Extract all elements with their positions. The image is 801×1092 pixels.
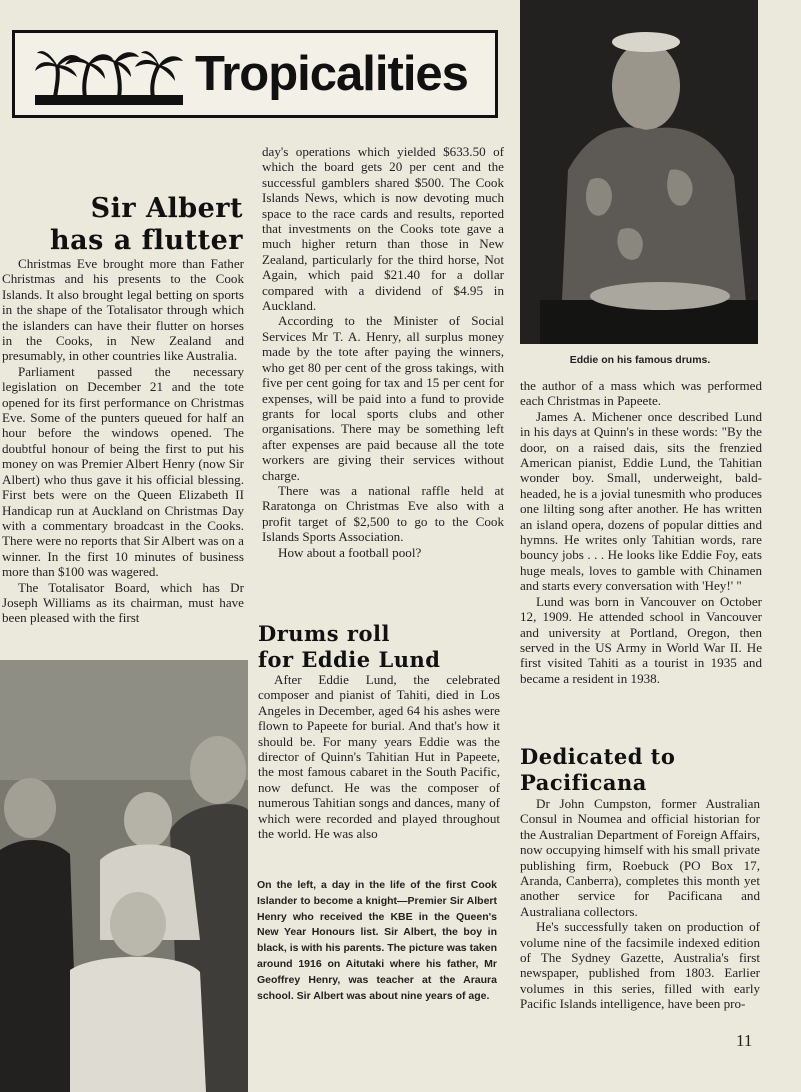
photo-henry-family (0, 660, 248, 1092)
headline-line: Drums roll (258, 621, 390, 646)
article1-column1 (2, 256, 244, 626)
article2-column3 (520, 378, 762, 686)
paragraph: day's operations which yielded $633.50 of which the board gets 20 per cent and the successful gamblers shared $500. The Cook Islands News, which is now devoting much space to the race cards and results, reported that investments on the Cooks tote gave a much higher return than those in New Zealand, particularly for the third horse, Not Again, which paid $21.40 for a dollar compared with a dividend of $4.95 in Auckland. (262, 144, 504, 314)
paragraph: James A. Michener once described Lund in his days at Quinn's in these words: "By the door, on a raised dais, sits the frenzied American pianist, Eddie Lund, the Tahitian wonder boy. Small, underweight, bald-headed, he is a jovial tunesmith who produces one lilting song after another. He has written an island opera, dozens of popular ditties and hymns. He writes only Tahitian words, rare bouncy jobs . . . He looks like Eddie Foy, eats huge meals, loves to gamble with Chinamen and starts every conversation with 'Hey!' " (520, 408, 762, 594)
article1-column2 (262, 144, 504, 560)
article2-column2 (258, 672, 500, 841)
section-title: Tropicalities (195, 47, 468, 101)
paragraph: Dr John Cumpston, former Australian Consul in Noumea and official historian for the Australian Department of Foreign Affairs, now occupying himself with his small private publishing firm, Roebuck (PO Box 17, Aranda, Canberra), completes this month yet another service for Pacificana and Australiana collectors. (520, 796, 760, 919)
page-number: 11 (736, 1031, 753, 1050)
photo-caption-sir-albert: On the left, a day in the life of the first Cook Islander to become a knight—Premier Sir Albert Henry who received the KBE in the Queen's New Year Honours list. Sir Albert, the boy in black, is with his parents. The picture was taken around 1916 on Aitutaki where his father, Mr Geoffrey Henry, was teacher at the Araura school. Sir Albert was about nine years of age. (257, 879, 497, 1002)
paragraph: How about a football pool? (278, 544, 422, 560)
paragraph: The Totalisator Board, which has Dr Joseph Williams as its chairman, must have been pleased with the first (2, 579, 244, 626)
headline-line: has a flutter (50, 225, 243, 256)
paragraph: Christmas Eve brought more than Father Christmas and his presents to the Cook Islands. It also brought legal betting on sports in the shape of the Totalisator through which the islanders can have their flutter on horses in the Cooks, in New Zealand and presumably, in other countries like Australia. (2, 256, 244, 364)
headline-line: for Eddie Lund (258, 647, 441, 672)
masthead (12, 30, 498, 118)
paragraph: After Eddie Lund, the celebrated composer and pianist of Tahiti, died in Los Angeles in December, aged 64 his ashes were flown to Papeete for burial. And that's how it should be. For many years Eddie was the director of Quinn's Tahitian Hut in Papeete, the most famous cabaret in the South Pacific, now defunct. He was the composer of numerous Tahitian songs and dances, many of which were recorded and played throughout the world. He was also (258, 672, 500, 842)
palm-trees-icon (35, 45, 183, 105)
paragraph: Parliament passed the necessary legislation on December 21 and the tote opened for its first performance on Christmas Eve. Some of the punters queued for half an hour before the windows opened. The doubtful honour of being the first to put his money on was Premier Albert Henry (now Sir Albert) who thus gave it his official blessing. First bets were on the Queen Elizabeth II Handicap run at Auckland on Christmas Day with a commentary broadcast in the Cooks. There were no reports that Sir Albert was on a winner. In the first 10 minutes of business more than $100 was wagered. (2, 363, 244, 580)
headline-drums-roll (258, 621, 498, 673)
photo-caption-eddie: Eddie on his famous drums. (569, 354, 711, 366)
paragraph: According to the Minister of Social Services Mr T. A. Henry, all surplus money made by the tote after paying the winners, who get 80 per cent of the gross takings, with five per cent going for tax and 15 per cent for expenses, will be paid into a fund to provide grants for local sports clubs and other organisations. There may be something left after expenses are paid because all the tote workers are giving their services without charge. (262, 313, 504, 483)
paragraph: Lund was born in Vancouver on October 12, 1909. He attended school in Vancouver and university at Portland, Oregon, then served in the US Army in World War II. He first visited Tahiti as a tourist in 1935 and became a resident in 1938. (520, 593, 762, 686)
headline-line: Dedicated to (520, 744, 676, 769)
headline-line: Sir Albert (90, 193, 243, 224)
paragraph: He's successfully taken on production of volume nine of the facsimile indexed edition of The Sydney Gazette, Australia's first newspaper, published from 1803. Earlier volumes in this series, filled with early Pacific Islands intelligence, have been pro- (520, 919, 760, 1012)
paragraph: the author of a mass which was performed each Christmas in Papeete. (520, 378, 762, 409)
headline-sir-albert (0, 193, 243, 257)
article3-column3 (520, 796, 760, 1012)
paragraph: There was a national raffle held at Raratonga on Christmas Eve also with a profit target of $2,500 to go to the Cook Islands Sports Association. (262, 482, 504, 545)
headline-dedicated-pacificana (520, 744, 760, 796)
headline-line: Pacificana (520, 770, 647, 795)
photo-eddie-lund (520, 0, 758, 344)
